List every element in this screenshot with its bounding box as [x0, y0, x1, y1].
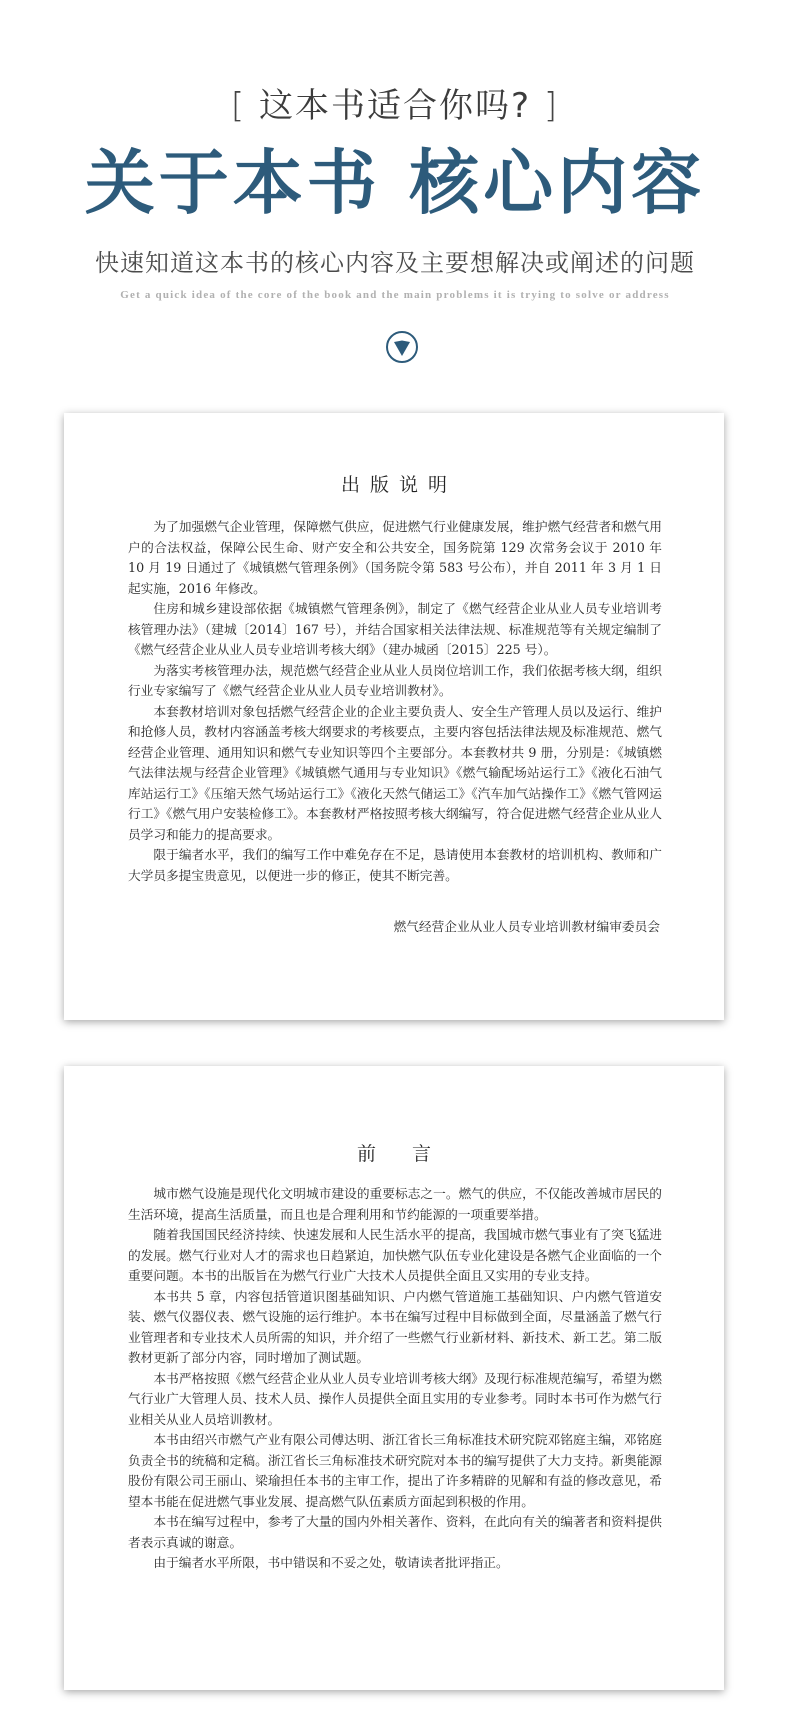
paragraph: 城市燃气设施是现代化文明城市建设的重要标志之一。燃气的供应，不仅能改善城市居民的生活环境，提高生活质量，而且也是合理利用和节约能源的一项重要举措。 [128, 1186, 662, 1222]
editorial-committee-signature: 燃气经营企业从业人员专业培训教材编审委员会 [393, 919, 660, 934]
preface-title: 前言 [356, 1143, 467, 1165]
preface-body [128, 1184, 662, 1574]
paragraph: 由于编者水平所限，书中错误和不妥之处，敬请读者批评指正。 [153, 1555, 509, 1570]
preface-page [64, 1066, 724, 1690]
paragraph: 本书共 5 章，内容包括管道识图基础知识、户内燃气管道施工基础知识、户内燃气管道安装、燃气仪器仪表、燃气设施的运行维护。本书在编写过程中目标做到全面，尽量涵盖了燃气行业管理者和专业技术人员所需的知识，并介绍了一些燃气行业新材料、新技术、新工艺。第二版教材更新了部分内容，同时增加了测试题。 [128, 1288, 662, 1365]
bracket-open: [ [230, 86, 247, 126]
publication-note-page [64, 413, 724, 1020]
kicker-text: 这本书适合你吗? [258, 86, 532, 126]
subtitle-english: Get a quick idea of the core of the book and the main problems it is trying to solve or address [120, 289, 670, 301]
kicker-heading [0, 78, 790, 127]
paragraph: 为了加强燃气企业管理，保障燃气供应，促进燃气行业健康发展，维护燃气经营者和燃气用户的合法权益，保障公民生命、财产安全和公共安全，国务院第 129 次常务会议于 2010 年 10 月 19 日通过了《城镇燃气管理条例》（国务院令第 583 号公布），并自 2011 年 3 月 1 日起实施，2016 年修改。 [128, 519, 662, 596]
paragraph: 随着我国国民经济持续、快速发展和人民生活水平的提高，我国城市燃气事业有了突飞猛进的发展。燃气行业对人才的需求也日趋紧迫，加快燃气队伍专业化建设是各燃气企业面临的一个重要问题。本书的出版旨在为燃气行业广大技术人员提供全面且又实用的专业支持。 [128, 1227, 662, 1283]
chevron-down-circle-icon [385, 330, 419, 364]
subtitle: 快速知道这本书的核心内容及主要想解决或阐述的问题 [95, 249, 695, 277]
bracket-close: ] [543, 86, 560, 126]
page-title: 关于本书 核心内容 [84, 141, 706, 224]
paragraph: 本书在编写过程中，参考了大量的国内外相关著作、资料，在此向有关的编著者和资料提供者表示真诚的谢意。 [128, 1514, 662, 1550]
paragraph: 本书由绍兴市燃气产业有限公司傅达明、浙江省长三角标准技术研究院邓铭庭主编，邓铭庭负责全书的统稿和定稿。浙江省长三角标准技术研究院对本书的编写提供了大力支持。新奥能源股份有限公司王丽山、梁瑜担任本书的主审工作，提出了许多精辟的见解和有益的修改意见，希望本书能在促进燃气事业发展、提高燃气队伍素质方面起到积极的作用。 [128, 1432, 662, 1509]
page-header [0, 0, 790, 380]
paragraph: 住房和城乡建设部依据《城镇燃气管理条例》，制定了《燃气经营企业从业人员专业培训考核管理办法》（建城〔2014〕167 号），并结合国家相关法律法规、标准规范等有关规定编制了《燃气经营企业从业人员专业培训考核大纲》（建办城函〔2015〕225 号）。 [128, 601, 662, 657]
paragraph: 本书严格按照《燃气经营企业从业人员专业培训考核大纲》及现行标准规范编写，希望为燃气行业广大管理人员、技术人员、操作人员提供全面且实用的专业参考。同时本书可作为燃气行业相关从业人员培训教材。 [128, 1370, 662, 1427]
publication-note-title: 出版说明 [340, 474, 457, 496]
publication-note-body [128, 517, 662, 886]
paragraph: 本套教材培训对象包括燃气经营企业的企业主要负责人、安全生产管理人员以及运行、维护和抢修人员，教材内容涵盖考核大纲要求的考核要点，主要内容包括法律法规及标准规范、燃气经营企业管理、通用知识和燃气专业知识等四个主要部分。本套教材共 9 册，分别是：《城镇燃气法律法规与经营企业管理》《城镇燃气通用与专业知识》《燃气输配场站运行工》《液化石油气库站运行工》《压缩天然气场站运行工》《液化天然气储运工》《汽车加气站操作工》《燃气管网运行工》《燃气用户安装检修工》。本套教材严格按照考核大纲编写，符合促进燃气经营企业从业人员学习和能力的提高要求。 [128, 703, 662, 842]
paragraph: 限于编者水平，我们的编写工作中难免存在不足，恳请使用本套教材的培训机构、教师和广大学员多提宝贵意见，以便进一步的修正，使其不断完善。 [128, 847, 662, 883]
paragraph: 为落实考核管理办法，规范燃气经营企业从业人员岗位培训工作，我们依据考核大纲，组织行业专家编写了《燃气经营企业从业人员专业培训教材》。 [128, 662, 662, 698]
